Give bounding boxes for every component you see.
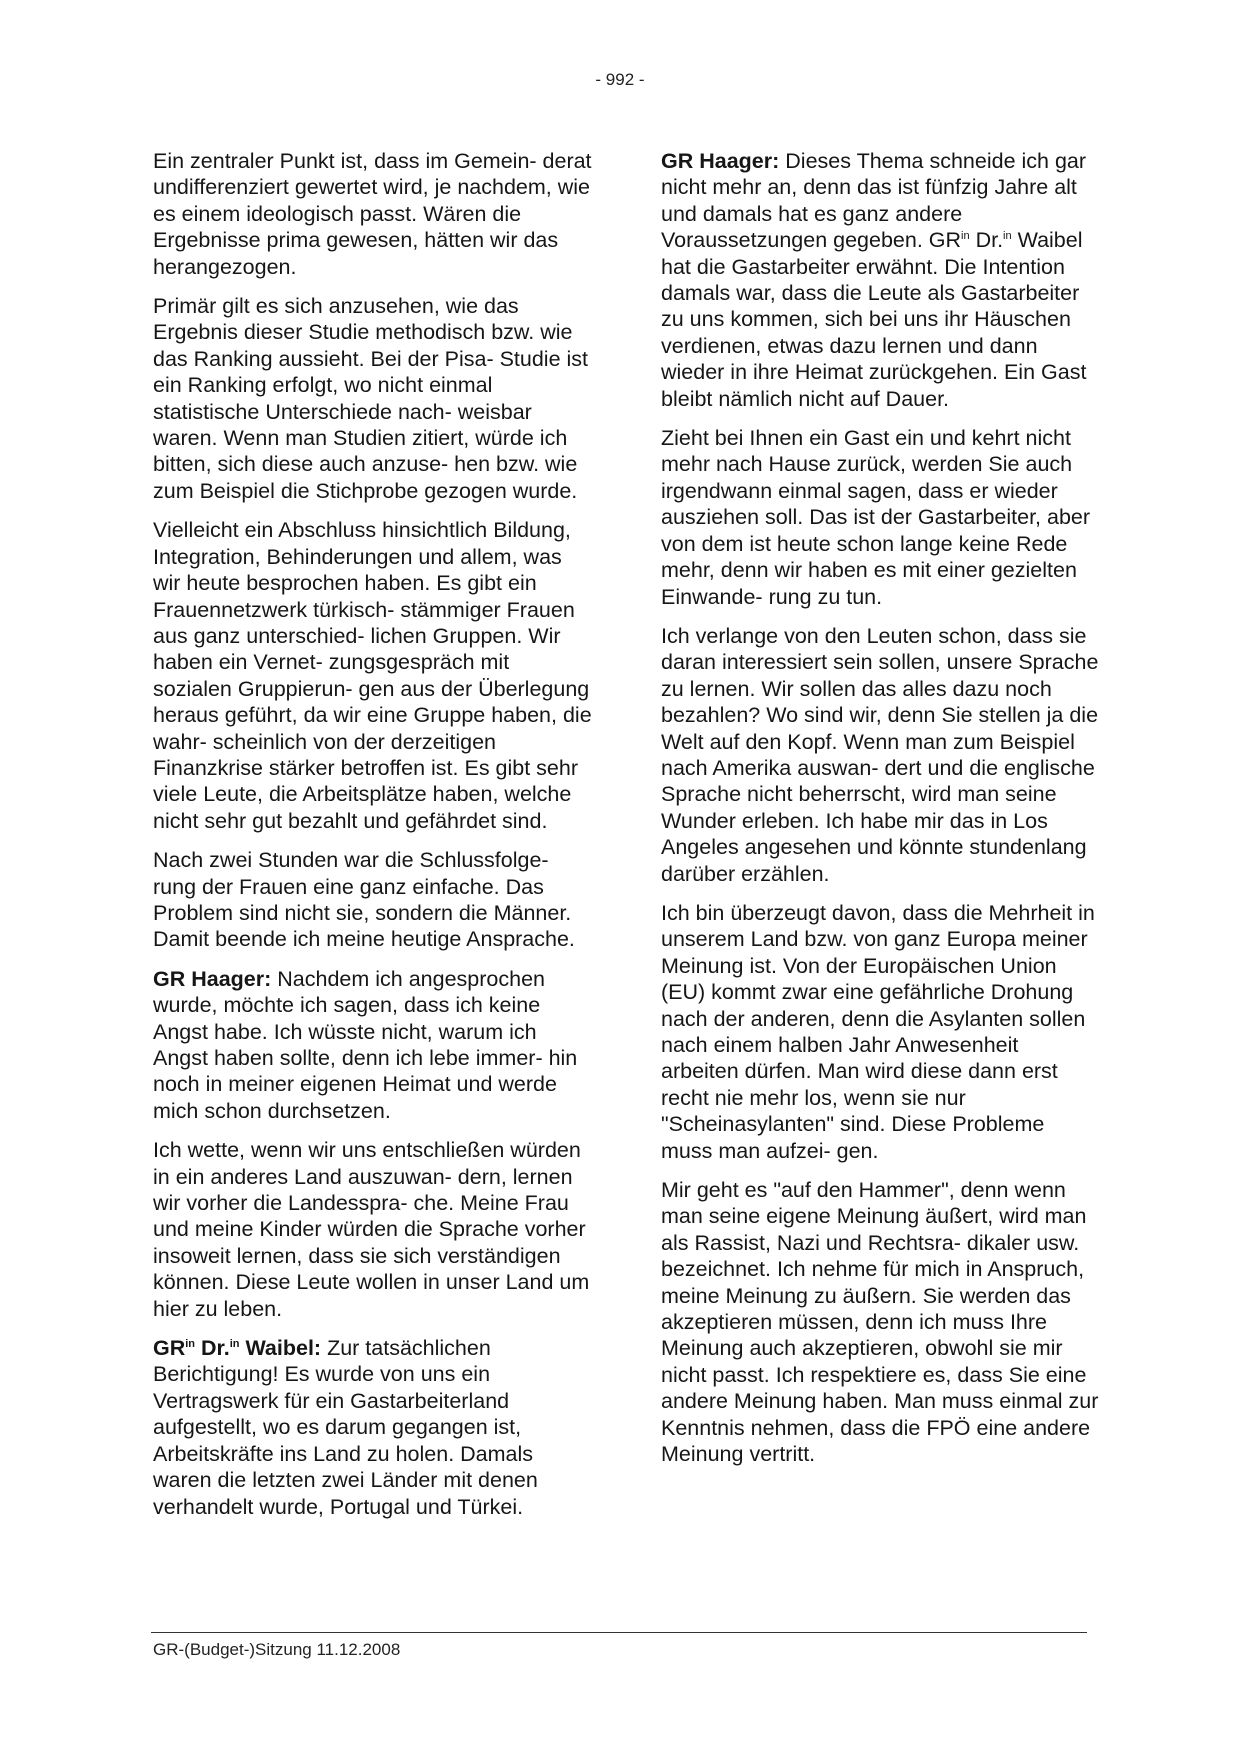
speaker-title: Dr. (195, 1336, 230, 1361)
speech-text: Zur tatsächlichen Berichtigung! Es wurde von uns ein Vertragswerk für ein Gastarbeiterland aufgestellt, wo es darum gegangen ist, Arbeitskräfte ins Land zu holen. Damals waren die letzten zwei Länder mit denen verhandelt wurde, Portugal und Türkei. (153, 1336, 538, 1519)
paragraph: Zieht bei Ihnen ein Gast ein und kehrt nicht mehr nach Hause zurück, werden Sie auch irgendwann einmal sagen, dass er wieder ausziehen soll. Das ist der Gastarbeiter, aber von dem ist heute schon lange keine Rede mehr, denn wir haben es mit einer gezielten Einwande- rung zu tun. (661, 426, 1091, 609)
speaker-title: GR (153, 1336, 186, 1361)
superscript: in (1003, 230, 1012, 243)
speech-text: Nachdem ich angesprochen wurde, möchte ich sagen, dass ich keine Angst habe. Ich wüsste nicht, warum ich Angst haben sollte, denn ich lebe immer- hin noch in meiner eigenen Heimat und werde mich schon durchsetzen. (153, 966, 578, 1123)
speech-paragraph (661, 148, 1101, 412)
superscript: in (185, 1337, 196, 1350)
page-number: - 992 - (595, 70, 645, 89)
speech-text: Dieses Thema schneide ich gar nicht mehr an, denn das ist fünfzig Jahre alt und damals hat es ganz andere Voraussetzungen gegeben. GR (661, 149, 1087, 253)
paragraph: Ich bin überzeugt davon, dass die Mehrheit in unserem Land bzw. von ganz Europa meiner Meinung ist. Von der Europäischen Union (EU) kommt zwar eine gefährliche Drohung nach der anderen, denn die Asylanten sollen nach einem halben Jahr Anwesenheit arbeiten dürfen. Man wird diese dann erst recht nie mehr los, wenn sie nur "Scheinasylanten" sind. Diese Probleme muss man aufzei- gen. (661, 900, 1095, 1163)
speech-text: Dr. (969, 228, 1004, 253)
paragraph: Primär gilt es sich anzusehen, wie das Ergebnis dieser Studie methodisch bzw. wie das Ranking aussieht. Bei der Pisa- Studie ist ein Ranking erfolgt, wo nicht einmal statistische Unterschiede nach- weisbar waren. Wenn man Studien zitiert, würde ich bitten, sich diese auch anzuse- hen bzw. wie zum Beispiel die Stichprobe gezogen wurde. (153, 294, 589, 503)
paragraph: Vielleicht ein Abschluss hinsichtlich Bildung, Integration, Behinderungen und allem, was wir heute besprochen haben. Es gibt ein Frauennetzwerk türkisch- stämmiger Frauen aus ganz unterschied- lichen Gruppen. Wir haben ein Vernet- zungsgespräch mit sozialen Gruppierun- gen aus der Überlegung heraus geführt, da wir eine Gruppe haben, die wahr- scheinlich von der derzeitigen Finanzkrise stärker betroffen ist. Es gibt sehr viele Leute, die Arbeitsplätze haben, welche nicht sehr gut bezahlt und gefährdet sind. (153, 518, 592, 833)
paragraph: Ich verlange von den Leuten schon, dass sie daran interessiert sein sollen, unsere Sprache zu lernen. Wir sollen das alles dazu noch bezahlen? Wo sind wir, denn Sie stellen ja die Welt auf den Kopf. Wenn man zum Beispiel nach Amerika auswan- dert und die englische Sprache nicht beherrscht, wird man seine Wunder erleben. Ich habe mir das in Los Angeles angesehen und könnte stundenlang darüber erzählen. (661, 623, 1099, 886)
speech-text: Waibel hat die Gastarbeiter erwähnt. Die Intention damals war, dass die Leute als Gastarbeiter zu uns kommen, sich bei uns ihr Häuschen verdienen, etwas dazu lernen und dann wieder in ihre Heimat zurückgehen. Ein Gast bleibt nämlich nicht auf Dauer. (661, 228, 1087, 411)
paragraph: Nach zwei Stunden war die Schlussfolge- rung der Frauen eine ganz einfache. Das Problem sind nicht sie, sondern die Männer. Damit beende ich meine heutige Ansprache. (153, 848, 575, 952)
superscript: in (229, 1337, 240, 1350)
footer-divider (151, 1632, 1087, 1633)
speech-paragraph (153, 966, 593, 1124)
speech-paragraph (153, 1335, 593, 1520)
speaker-name (153, 1336, 321, 1360)
speaker-name: GR Haager: (153, 966, 272, 991)
superscript: in (961, 230, 970, 243)
right-column (661, 148, 1101, 1481)
paragraph: Ein zentraler Punkt ist, dass im Gemein- derat undifferenziert gewertet wird, je nachdem, wie es einem ideologisch passt. Wären die Ergebnisse prima gewesen, hätten wir das herangezogen. (153, 149, 592, 279)
paragraph: Ich wette, wenn wir uns entschließen würden in ein anderes Land auszuwan- dern, lernen wir vorher die Landesspra- che. Meine Frau und meine Kinder würden die Sprache vorher insoweit lernen, dass sie sich verständigen können. Diese Leute wollen in unser Land um hier zu leben. (153, 1138, 590, 1321)
speaker-surname: Waibel: (239, 1336, 322, 1361)
left-column (153, 148, 593, 1533)
speaker-name: GR Haager: (661, 149, 780, 173)
footer-session-label: GR-(Budget-)Sitzung 11.12.2008 (153, 1640, 401, 1659)
paragraph: Mir geht es "auf den Hammer", denn wenn man seine eigene Meinung äußert, wird man als Rassist, Nazi und Rechtsra- dikaler usw. bezeichnet. Ich nehme für mich in Anspruch, meine Meinung zu äußern. Sie werden das akzeptieren müssen, denn ich muss Ihre Meinung auch akzeptieren, obwohl sie mir nicht passt. Ich respektiere es, dass Sie eine andere Meinung haben. Man muss einmal zur Kenntnis nehmen, dass die FPÖ eine andere Meinung vertritt. (661, 1178, 1099, 1467)
